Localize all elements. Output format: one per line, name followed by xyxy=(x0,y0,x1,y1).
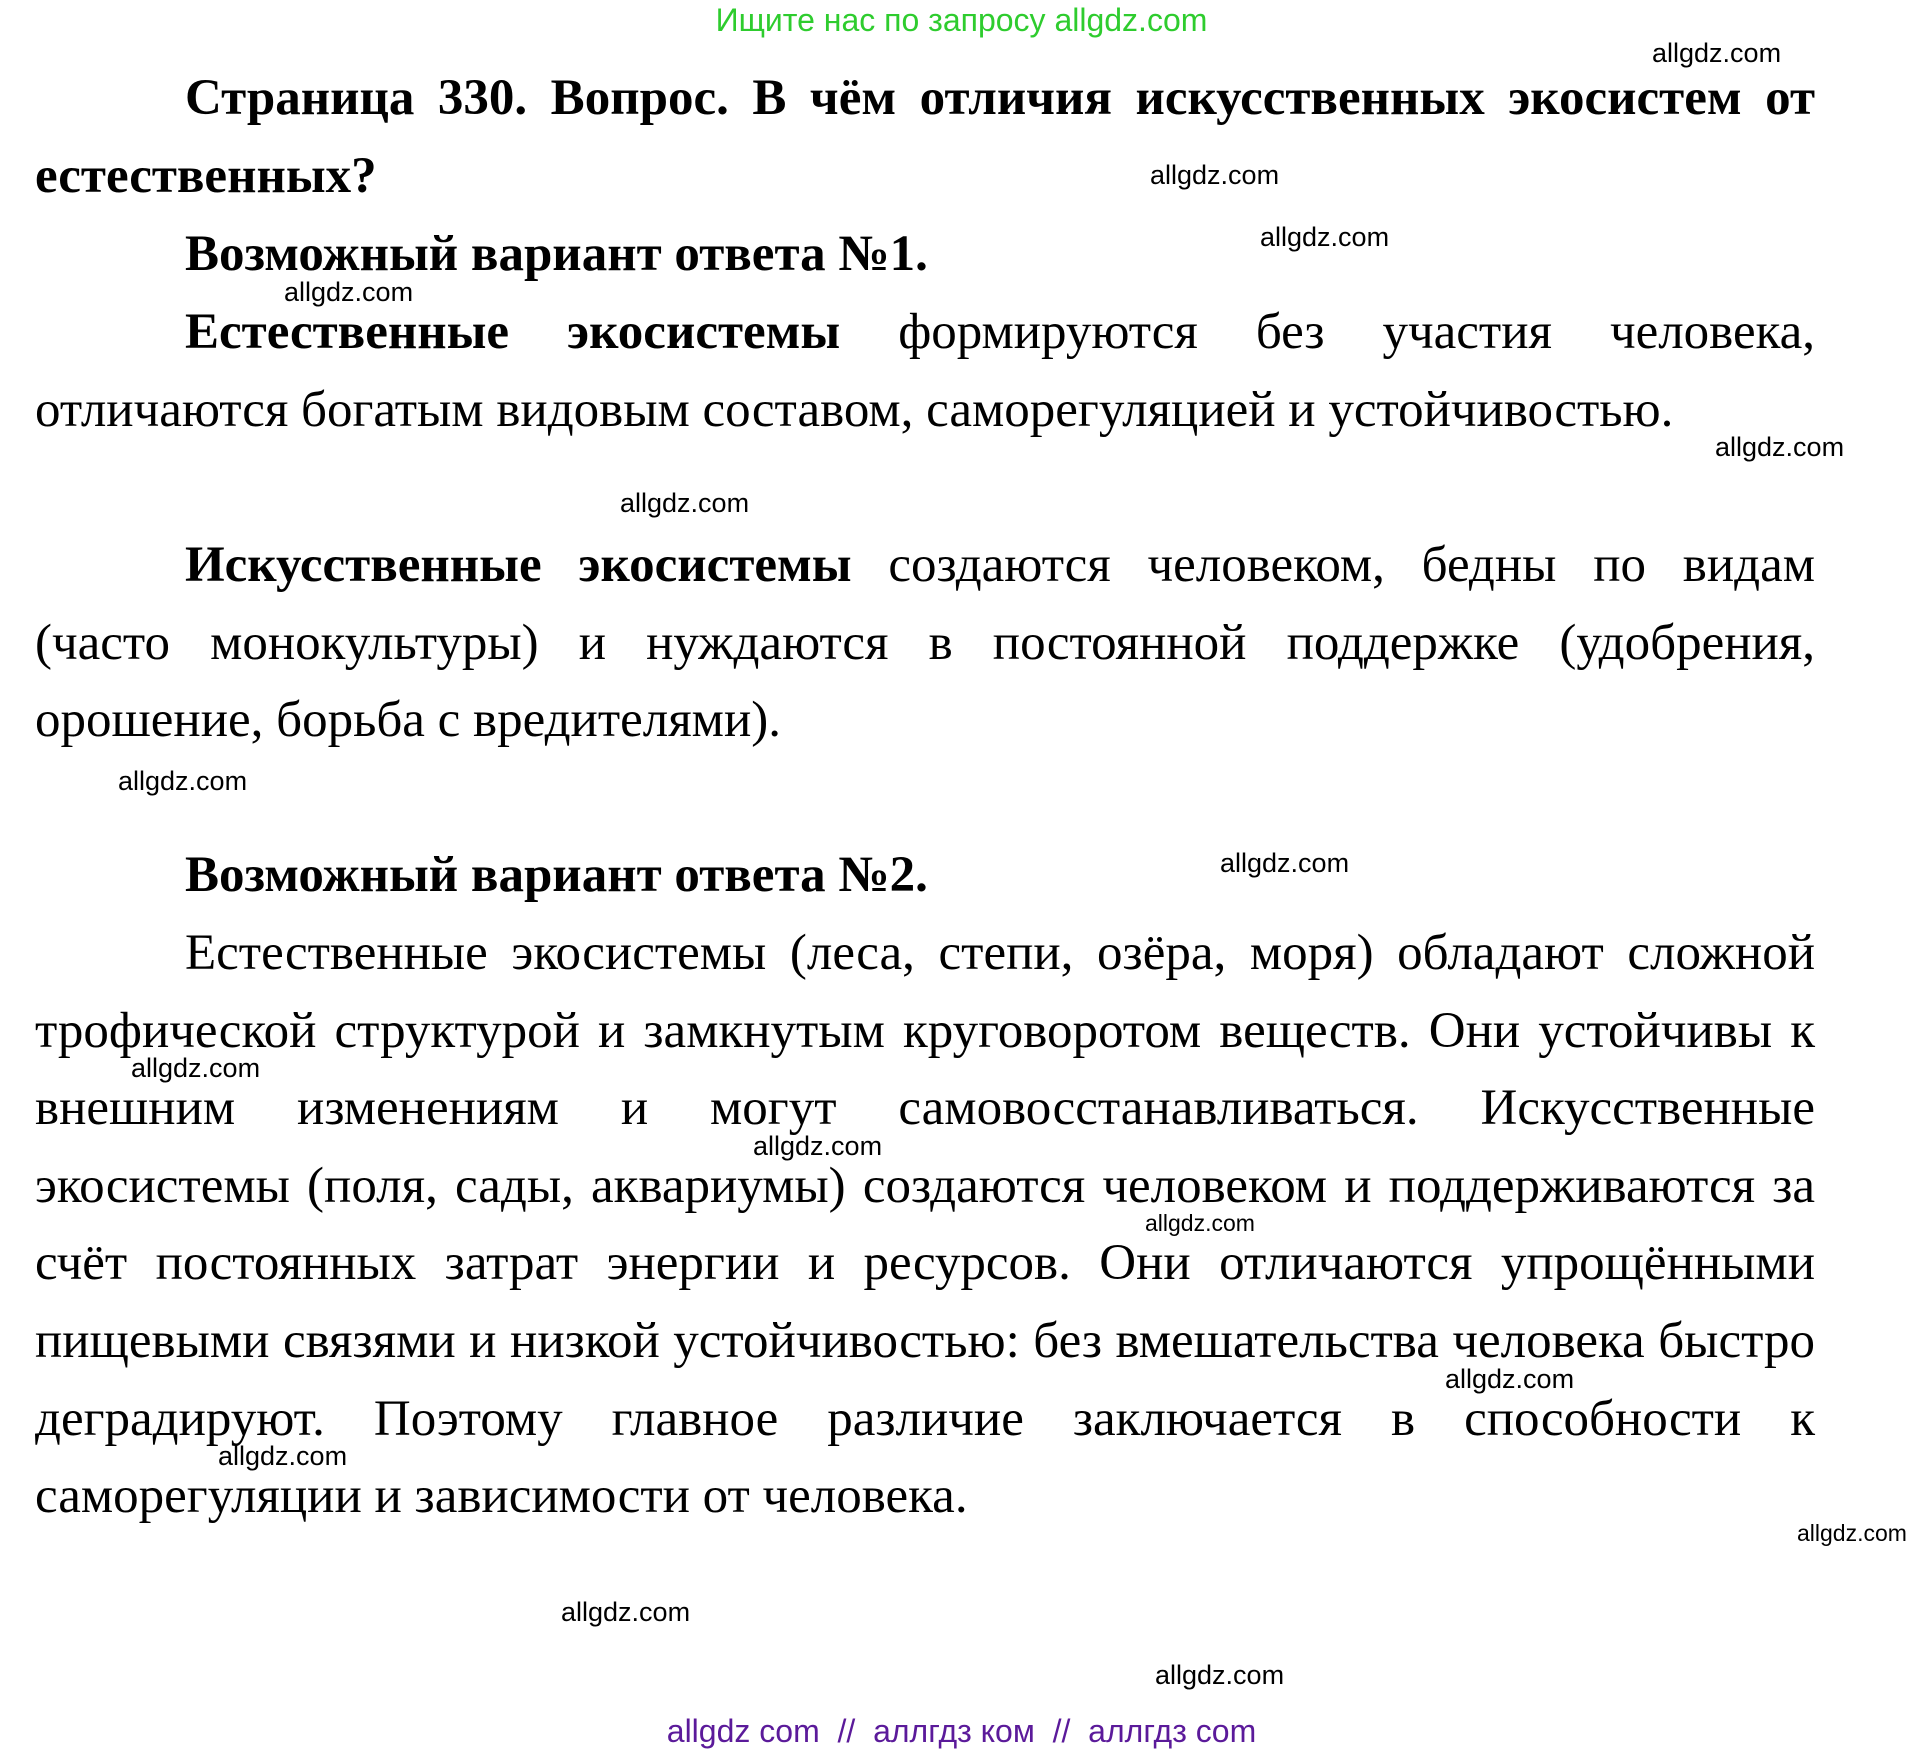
watermark: allgdz.com xyxy=(1150,160,1280,190)
bold-term: Искусственные экосистемы xyxy=(185,537,852,593)
watermark: allgdz.com xyxy=(1445,1364,1575,1394)
watermark: allgdz.com xyxy=(620,488,750,518)
watermark: allgdz.com xyxy=(1155,1660,1285,1690)
answer1-heading: Возможный вариант ответа №1. xyxy=(185,226,928,282)
watermark: allgdz.com xyxy=(284,277,414,307)
footer-text: allgdz com // аллгдз ком // аллгдз com xyxy=(666,1713,1257,1749)
watermark: allgdz.com xyxy=(1652,38,1782,68)
search-banner: Ищите нас по запросу allgdz.com xyxy=(715,2,1208,38)
answer2-heading: Возможный вариант ответа №2. xyxy=(185,847,928,903)
watermark: allgdz.com xyxy=(1220,848,1350,878)
footer-banner xyxy=(0,1713,1923,1750)
answer1-paragraph1 xyxy=(35,294,1815,449)
answer2-paragraph: Естественные экосистемы (леса, степи, озёра, моря) обладают сложной трофической структурой и замкнутым круговоротом веществ. Они устойчивы к внешним изменениям и могут самовосстанавливаться. Искусственные экосистемы (поля, сады, аквариумы) создаются человеком и поддерживаются за счёт постоянных затрат энергии и ресурсов. Они отличаются упрощёнными пищевыми связями и низкой устойчивостью: без вмешательства человека быстро деградируют. Поэтому главное различие заключается в способности к саморегуляции и зависимости от человека. xyxy=(35,925,1815,1525)
paragraph-text: формируются без участия человека, отличаются богатым видовым составом, саморегуляцией и устойчивостью. xyxy=(35,304,1815,438)
watermark: allgdz.com xyxy=(131,1053,261,1083)
watermark: allgdz.com xyxy=(1797,1520,1907,1546)
watermark: allgdz.com xyxy=(1715,432,1845,462)
watermark: allgdz.com xyxy=(561,1597,691,1627)
watermark: allgdz.com xyxy=(1260,222,1390,252)
bold-term: Естественные экосистемы xyxy=(185,304,841,360)
watermark: allgdz.com xyxy=(218,1441,348,1471)
watermark: allgdz.com xyxy=(753,1131,883,1161)
watermark: allgdz.com xyxy=(118,766,248,796)
answer1-paragraph2 xyxy=(35,527,1815,760)
paragraph-text: создаются человеком, бедны по видам (часто монокультуры) и нуждаются в постоянной поддержке (удобрения, орошение, борьба с вредителями). xyxy=(35,537,1815,749)
question-title: Страница 330. Вопрос. В чём отличия искусственных экосистем от естественных? xyxy=(35,70,1815,204)
watermark: allgdz.com xyxy=(1145,1210,1255,1236)
